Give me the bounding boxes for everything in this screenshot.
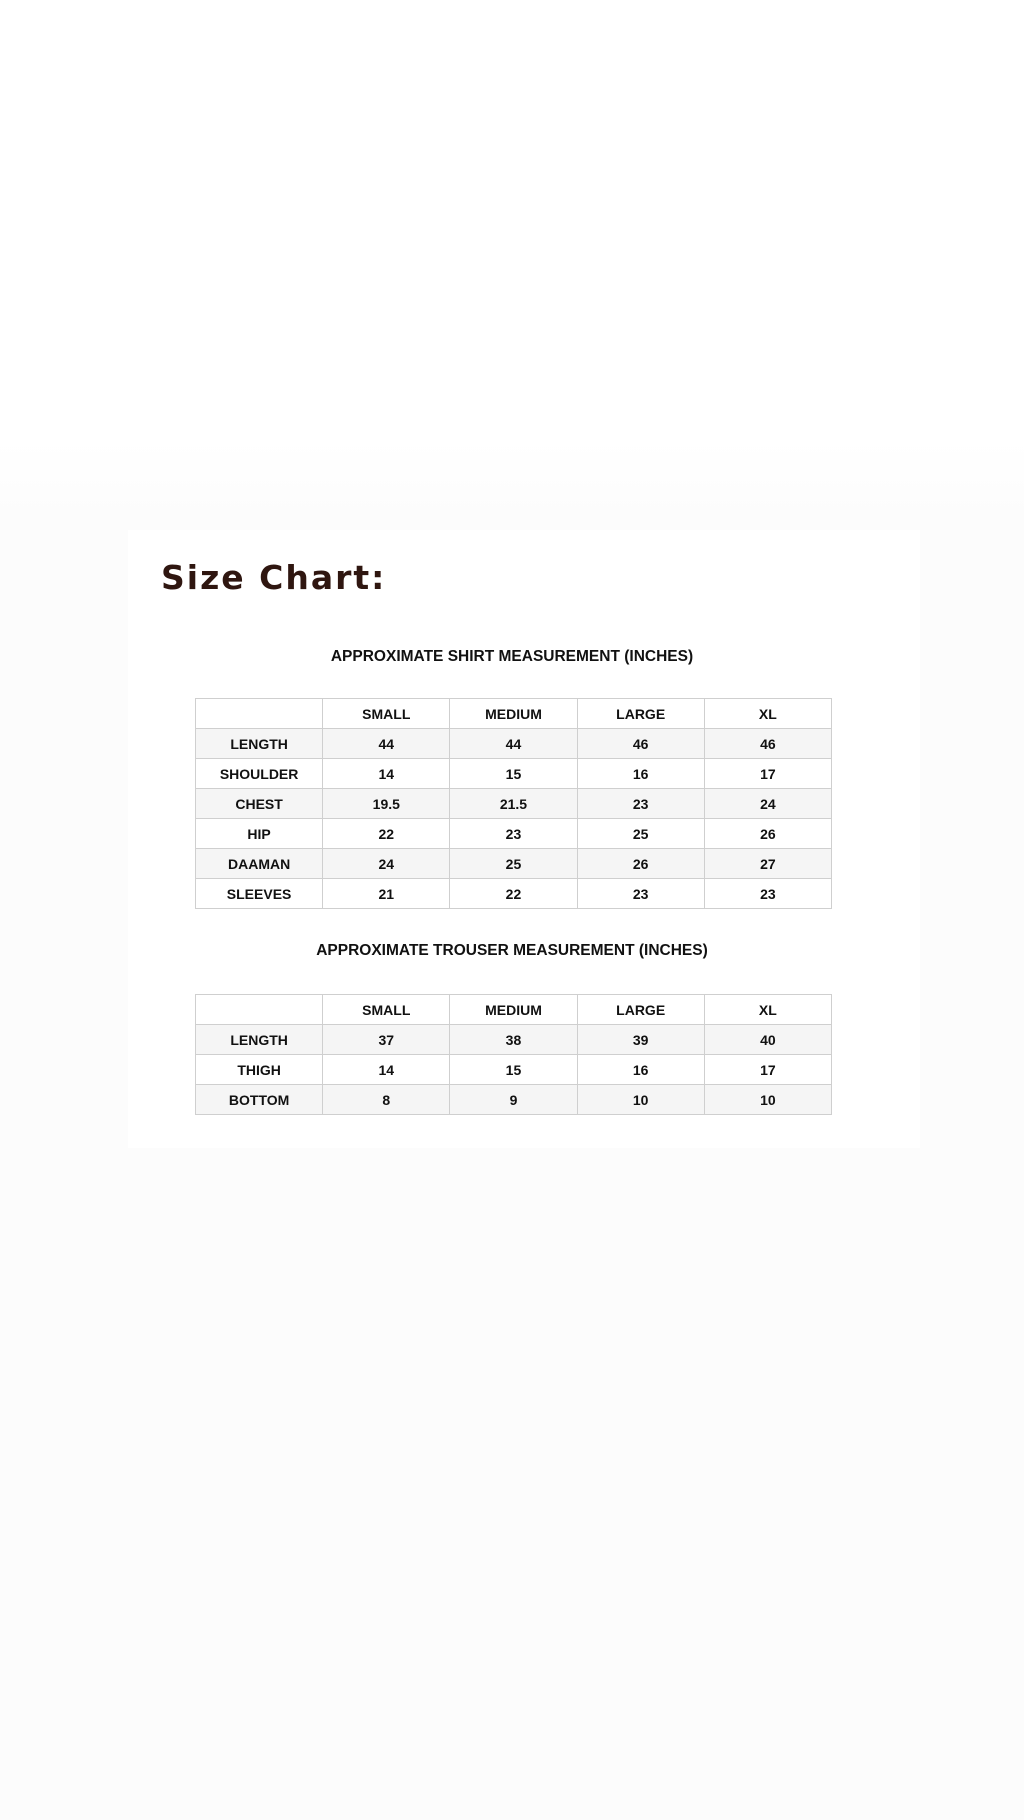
table-cell: 26	[577, 849, 704, 879]
table-header-row	[196, 995, 832, 1025]
table-row	[196, 729, 832, 759]
table-cell: 22	[323, 819, 450, 849]
table-cell: 23	[577, 879, 704, 909]
trouser-table-heading: APPROXIMATE TROUSER MEASUREMENT (INCHES)	[316, 942, 708, 959]
table-cell: 16	[577, 1055, 704, 1085]
table-cell: 46	[577, 729, 704, 759]
table-row	[196, 849, 832, 879]
row-label: LENGTH	[196, 729, 323, 759]
table-cell: 9	[450, 1085, 577, 1115]
column-header: LARGE	[577, 995, 704, 1025]
column-header	[196, 699, 323, 729]
column-header: MEDIUM	[450, 995, 577, 1025]
table-cell: 23	[704, 879, 831, 909]
row-label: DAAMAN	[196, 849, 323, 879]
shirt-size-table	[195, 698, 832, 909]
table-cell: 25	[450, 849, 577, 879]
table-row	[196, 1025, 832, 1055]
column-header: MEDIUM	[450, 699, 577, 729]
column-header: XL	[704, 995, 831, 1025]
table-cell: 23	[450, 819, 577, 849]
table-cell: 17	[704, 759, 831, 789]
table-cell: 25	[577, 819, 704, 849]
row-label: SHOULDER	[196, 759, 323, 789]
column-header: SMALL	[323, 699, 450, 729]
trouser-size-table	[195, 994, 832, 1115]
table-cell: 15	[450, 1055, 577, 1085]
table-cell: 39	[577, 1025, 704, 1055]
column-header: XL	[704, 699, 831, 729]
table-cell: 37	[323, 1025, 450, 1055]
table-cell: 14	[323, 759, 450, 789]
row-label: CHEST	[196, 789, 323, 819]
table-cell: 22	[450, 879, 577, 909]
row-label: THIGH	[196, 1055, 323, 1085]
table-cell: 24	[323, 849, 450, 879]
row-label: LENGTH	[196, 1025, 323, 1055]
table-cell: 14	[323, 1055, 450, 1085]
table-cell: 44	[323, 729, 450, 759]
table-cell: 16	[577, 759, 704, 789]
table-cell: 27	[704, 849, 831, 879]
table-cell: 10	[704, 1085, 831, 1115]
table-cell: 38	[450, 1025, 577, 1055]
table-cell: 24	[704, 789, 831, 819]
table-row	[196, 789, 832, 819]
table-cell: 21.5	[450, 789, 577, 819]
table-cell: 17	[704, 1055, 831, 1085]
table-header-row	[196, 699, 832, 729]
table-cell: 15	[450, 759, 577, 789]
table-cell: 10	[577, 1085, 704, 1115]
row-label: BOTTOM	[196, 1085, 323, 1115]
column-header	[196, 995, 323, 1025]
table-cell: 26	[704, 819, 831, 849]
table-row	[196, 819, 832, 849]
table-cell: 21	[323, 879, 450, 909]
table-cell: 40	[704, 1025, 831, 1055]
row-label: SLEEVES	[196, 879, 323, 909]
shirt-table-heading: APPROXIMATE SHIRT MEASUREMENT (INCHES)	[330, 648, 694, 665]
table-row	[196, 879, 832, 909]
column-header: LARGE	[577, 699, 704, 729]
page-title: Size Chart:	[161, 558, 387, 597]
table-cell: 46	[704, 729, 831, 759]
column-header: SMALL	[323, 995, 450, 1025]
row-label: HIP	[196, 819, 323, 849]
table-cell: 23	[577, 789, 704, 819]
table-row	[196, 1085, 832, 1115]
table-cell: 8	[323, 1085, 450, 1115]
table-row	[196, 759, 832, 789]
table-cell: 19.5	[323, 789, 450, 819]
table-row	[196, 1055, 832, 1085]
table-cell: 44	[450, 729, 577, 759]
